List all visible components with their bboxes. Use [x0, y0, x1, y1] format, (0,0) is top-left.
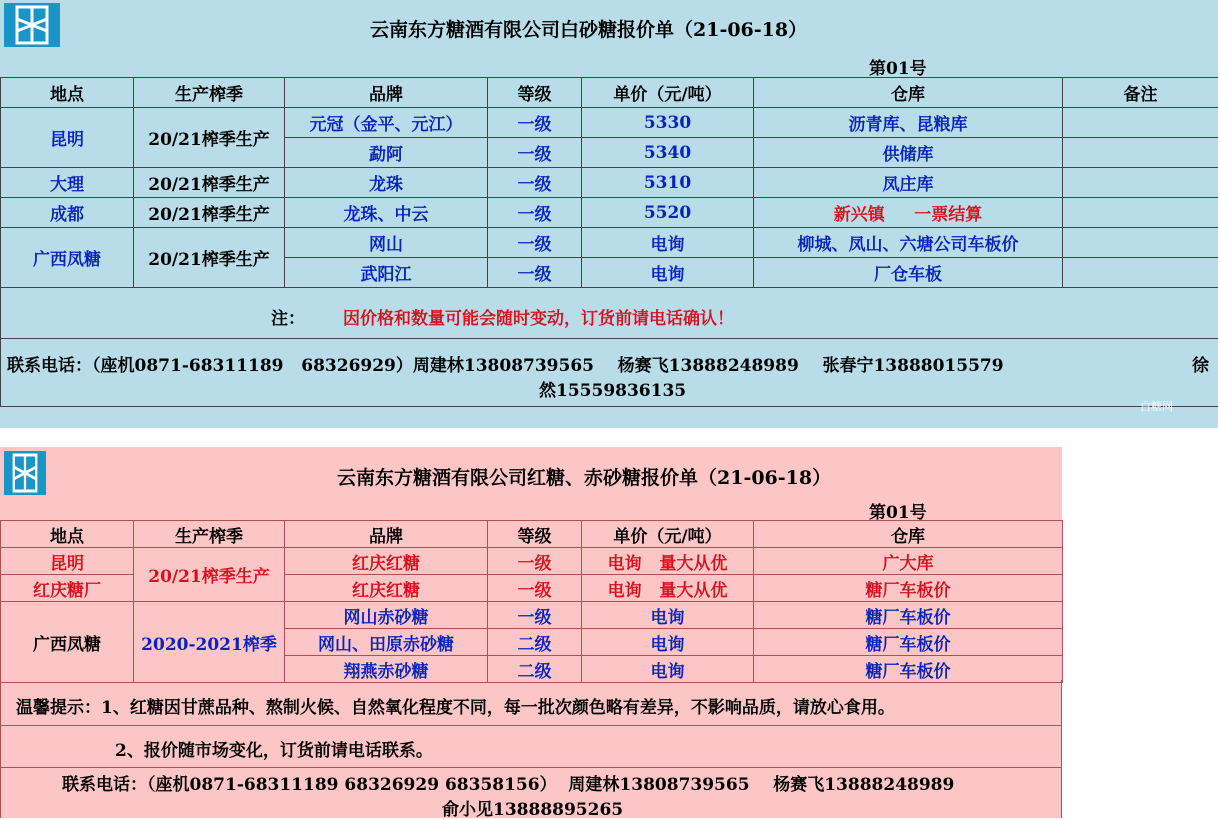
watermark: 白糖网	[1140, 398, 1173, 414]
price-cell: 电询	[582, 602, 754, 629]
divider	[0, 725, 1062, 726]
grade-cell: 一级	[488, 108, 582, 138]
warehouse-cell: 柳城、凤山、六塘公司车板价	[754, 228, 1063, 258]
location-cell: 昆明	[1, 108, 134, 168]
header-price: 单价（元/吨）	[582, 78, 754, 108]
contact-line-2: 然15559836135	[539, 376, 686, 401]
table-row	[1, 548, 1063, 575]
season-cell: 20/21榨季生产	[134, 108, 285, 168]
contact-tail: 徐	[1192, 351, 1209, 376]
header-warehouse: 仓库	[754, 521, 1063, 548]
price-cell: 5310	[582, 168, 754, 198]
grade-cell: 一级	[488, 575, 582, 602]
remark-cell	[1063, 168, 1218, 198]
warehouse-cell: 供储库	[754, 138, 1063, 168]
brand-cell: 翔燕赤砂糖	[285, 656, 488, 683]
table-row	[1, 168, 1218, 198]
table-header-row	[1, 521, 1063, 548]
grade-cell: 二级	[488, 629, 582, 656]
header-season: 生产榨季	[134, 521, 285, 548]
contact-line: 联系电话：（座机0871-68311189 68326929 68358156） 周建林13808739565 杨赛飞13888248989	[62, 770, 954, 795]
warehouse-cell: 厂仓车板	[754, 258, 1063, 288]
price-cell: 5330	[582, 108, 754, 138]
warehouse-cell: 糖厂车板价	[754, 629, 1063, 656]
brand-cell: 红庆红糖	[285, 548, 488, 575]
grade-cell: 一级	[488, 258, 582, 288]
divider	[0, 767, 1062, 768]
divider	[0, 406, 1218, 407]
grade-cell: 二级	[488, 656, 582, 683]
location-cell: 成都	[1, 198, 134, 228]
table-header-row	[1, 78, 1218, 108]
header-brand: 品牌	[285, 521, 488, 548]
grade-cell: 一级	[488, 198, 582, 228]
header-warehouse: 仓库	[754, 78, 1063, 108]
price-cell: 电询 量大从优	[582, 575, 754, 602]
grade-cell: 一级	[488, 228, 582, 258]
header-grade: 等级	[488, 521, 582, 548]
table-row	[1, 228, 1218, 258]
location-cell: 昆明	[1, 548, 134, 575]
season-cell: 20/21榨季生产	[134, 548, 285, 602]
grade-cell: 一级	[488, 168, 582, 198]
note-text: 因价格和数量可能会随时变动，订货前请电话确认！	[343, 304, 734, 329]
grade-cell: 一级	[488, 548, 582, 575]
header-price: 单价（元/吨）	[582, 521, 754, 548]
tip-line-2: 2、报价随市场变化，订货前请电话联系。	[115, 736, 433, 761]
season-cell: 2020-2021榨季	[134, 602, 285, 683]
remark-cell	[1063, 138, 1218, 168]
location-cell: 大理	[1, 168, 134, 198]
price-cell: 电询	[582, 656, 754, 683]
left-border	[0, 287, 1, 407]
sheet-title: 云南东方糖酒有限公司白砂糖报价单（21-06-18）	[370, 15, 807, 42]
header-remark: 备注	[1063, 78, 1218, 108]
price-cell: 5340	[582, 138, 754, 168]
sheet-title: 云南东方糖酒有限公司红糖、赤砂糖报价单（21-06-18）	[337, 463, 831, 490]
contact-line-2: 俞小见13888895265	[442, 795, 623, 820]
season-cell: 20/21榨季生产	[134, 168, 285, 198]
brand-cell: 红庆红糖	[285, 575, 488, 602]
remark-cell	[1063, 108, 1218, 138]
warehouse-cell: 糖厂车板价	[754, 656, 1063, 683]
grade-cell: 一级	[488, 602, 582, 629]
location-cell: 广西凤糖	[1, 602, 134, 683]
price-cell: 电询 量大从优	[582, 548, 754, 575]
location-cell: 广西凤糖	[1, 228, 134, 288]
warehouse-cell: 凤庄库	[754, 168, 1063, 198]
header-grade: 等级	[488, 78, 582, 108]
remark-cell	[1063, 258, 1218, 288]
warehouse-cell: 沥青库、昆粮库	[754, 108, 1063, 138]
left-border	[0, 680, 1, 818]
brand-cell: 网山赤砂糖	[285, 602, 488, 629]
price-cell: 电询	[582, 629, 754, 656]
brand-cell: 网山、田原赤砂糖	[285, 629, 488, 656]
brand-cell: 元冠（金平、元江）	[285, 108, 488, 138]
document-number: 第01号	[869, 498, 927, 523]
warehouse-cell: 广大库	[754, 548, 1063, 575]
company-logo-icon	[4, 3, 60, 47]
right-border	[1061, 680, 1062, 818]
brown-sugar-price-table	[0, 520, 1063, 683]
price-cell: 电询	[582, 258, 754, 288]
brand-cell: 龙珠	[285, 168, 488, 198]
table-row	[1, 602, 1063, 629]
header-location: 地点	[1, 78, 134, 108]
grade-cell: 一级	[488, 138, 582, 168]
location-cell: 红庆糖厂	[1, 575, 134, 602]
warehouse-cell: 新兴镇 一票结算	[754, 198, 1063, 228]
tip-line-1: 温馨提示：1、红糖因甘蔗品种、熬制火候、自然氧化程度不同，每一批次颜色略有差异，不影响品质，请放心食用。	[16, 693, 895, 718]
company-logo-icon	[4, 451, 46, 495]
header-location: 地点	[1, 521, 134, 548]
divider	[0, 338, 1218, 339]
header-season: 生产榨季	[134, 78, 285, 108]
white-sugar-price-table	[0, 77, 1218, 288]
note-label: 注：	[271, 304, 305, 329]
table-row	[1, 108, 1218, 138]
warehouse-cell: 糖厂车板价	[754, 602, 1063, 629]
brand-cell: 龙珠、中云	[285, 198, 488, 228]
brand-cell: 网山	[285, 228, 488, 258]
season-cell: 20/21榨季生产	[134, 198, 285, 228]
contact-line: 联系电话：（座机0871-68311189 68326929）周建林13808739565 杨赛飞13888248989 张春宁13888015579	[7, 351, 1004, 376]
brand-cell: 勐阿	[285, 138, 488, 168]
table-row	[1, 198, 1218, 228]
remark-cell	[1063, 228, 1218, 258]
header-brand: 品牌	[285, 78, 488, 108]
warehouse-cell: 糖厂车板价	[754, 575, 1063, 602]
brand-cell: 武阳江	[285, 258, 488, 288]
price-cell: 电询	[582, 228, 754, 258]
price-cell: 5520	[582, 198, 754, 228]
document-number: 第01号	[869, 54, 927, 79]
remark-cell	[1063, 198, 1218, 228]
season-cell: 20/21榨季生产	[134, 228, 285, 288]
